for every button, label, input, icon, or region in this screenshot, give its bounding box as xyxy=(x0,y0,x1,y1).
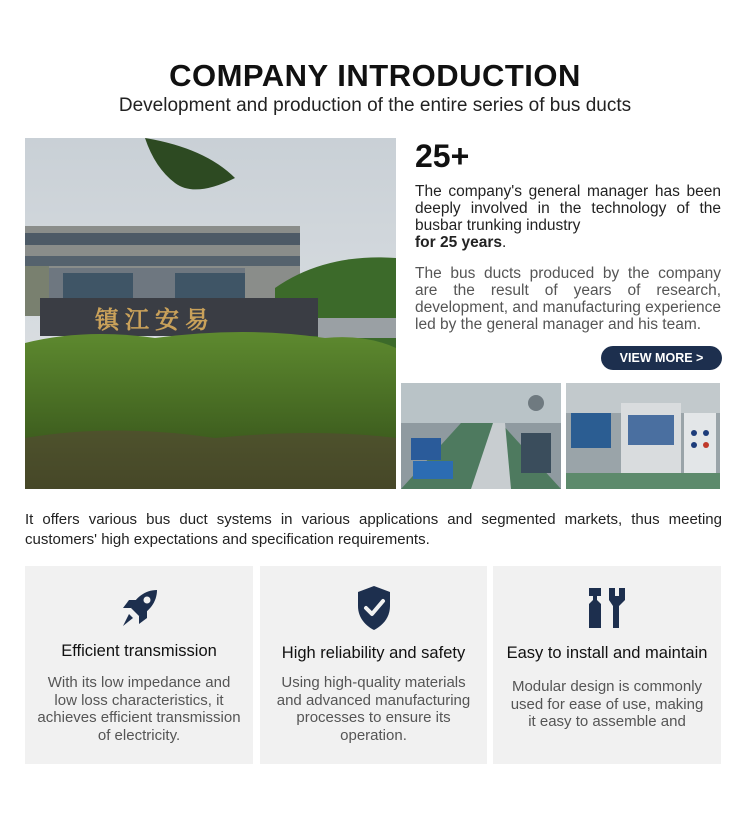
intro-paragraph: It offers various bus duct systems in various applications and segmented markets, thus meeting customers' high expectations and specification requirements. xyxy=(25,511,722,548)
experience-lead: The company's general manager has been deeply involved in the technology of the busbar trunking industry xyxy=(415,183,721,234)
feature-card-efficient-transmission xyxy=(25,566,253,764)
feature-title: Easy to install and maintain xyxy=(506,644,708,662)
rocket-icon xyxy=(25,584,253,632)
feature-description: With its low impedance and low loss characteristics, it achieves efficient transmission of electricity. xyxy=(37,674,241,744)
feature-title: High reliability and safety xyxy=(281,644,466,662)
company-building-photo xyxy=(25,138,396,489)
building-sign-text: 镇江安易 xyxy=(95,306,215,334)
experience-years: for 25 years xyxy=(415,234,503,251)
wrench-icon xyxy=(493,584,721,632)
feature-description: Modular design is commonly used for ease of use, making it easy to assemble and xyxy=(510,678,704,730)
shield-check-icon xyxy=(260,584,487,632)
feature-card-reliability-safety xyxy=(260,566,487,764)
experience-end: . xyxy=(502,234,507,251)
feature-card-install-maintain xyxy=(493,566,721,764)
production-line-photo xyxy=(401,383,561,489)
manager-experience-text xyxy=(415,183,721,251)
machinery-photo xyxy=(566,383,720,489)
feature-title: Efficient transmission xyxy=(61,642,217,660)
research-text: The bus ducts produced by the company are the result of years of research, development, and manufacturing experience led by the general manager and his team. xyxy=(415,265,721,333)
page-subtitle: Development and production of the entire series of bus ducts xyxy=(118,95,632,116)
years-stat: 25+ xyxy=(415,138,470,174)
feature-description: Using high-quality materials and advanced manufacturing processes to ensure its operation. xyxy=(276,674,471,744)
view-more-button[interactable]: VIEW MORE > xyxy=(601,346,722,370)
page-title: COMPANY INTRODUCTION xyxy=(169,58,581,93)
